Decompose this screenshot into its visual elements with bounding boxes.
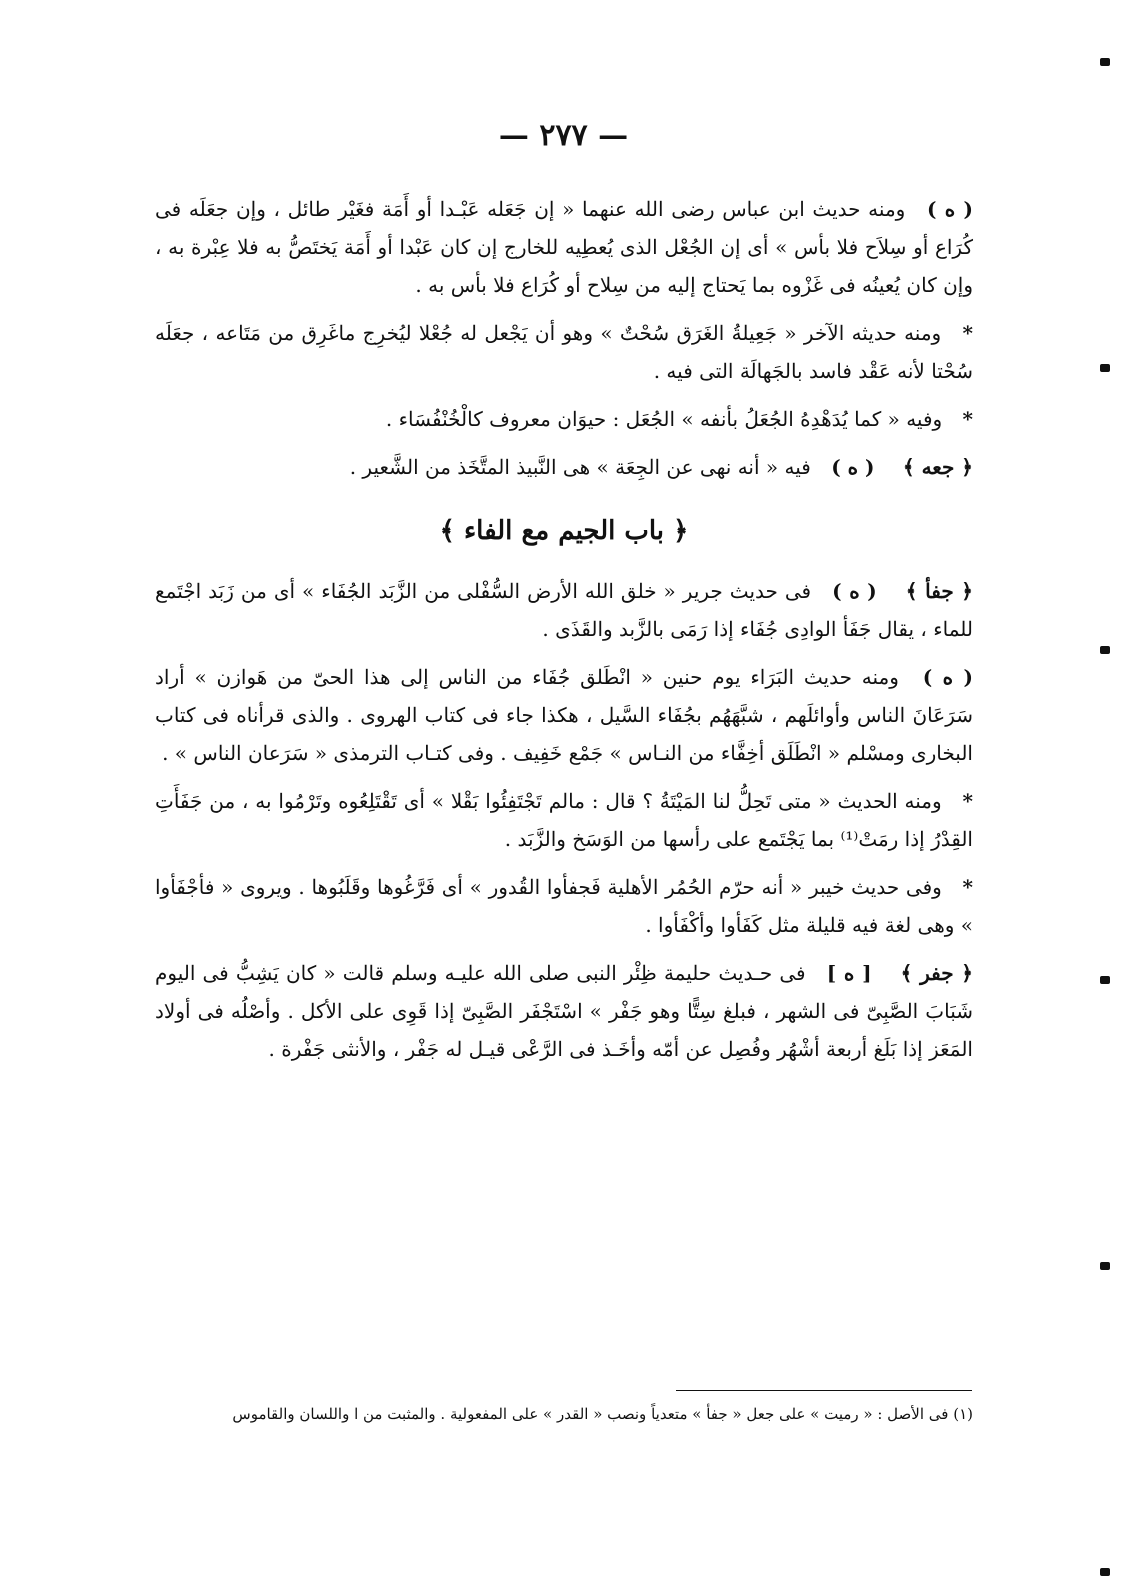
paragraph bbox=[155, 400, 973, 438]
page-edge-mark bbox=[1100, 364, 1110, 372]
source-marker: ( ه ) bbox=[831, 455, 875, 479]
paragraph-text: ومنه حديثه الآخر « جَعِيلةُ الغَرَق سُحْتٌ » وهو أن يَجْعل له جُعْلا ليُخرِج ماغَرِق من مَتَاعه ، جعَلَه سُحْتا لأنه عَقْد فاسد بالجَهالَة التى فيه . bbox=[155, 321, 973, 383]
paragraph bbox=[155, 448, 973, 486]
paragraph bbox=[155, 314, 973, 390]
source-marker: [ ه ] bbox=[826, 961, 872, 985]
paragraph-text: فى حديث جرير « خلق الله الأرض السُّفْلى من الزَّبَد الجُفَاء » أى من زَبَد اجْتَمع للماء ، يقال جَفَأ الوادِى جُفَاء إذا رَمَى بالزَّبد والقَذَى . bbox=[155, 579, 973, 641]
paragraph bbox=[155, 868, 973, 944]
page-edge-mark bbox=[1100, 1568, 1110, 1576]
paragraph-text: فيه « أنه نهى عن الجِعَة » هى النَّبيذ المتَّخَذ من الشَّعير . bbox=[349, 455, 811, 479]
entry-headword: ﴿ جفأ ﴾ bbox=[905, 579, 974, 603]
paragraph-text: ومنه حديث البَرَاء يوم حنين « انْطَلق جُفَاء من الناس إلى هذا الحىّ من هَوازن » أراد سَرَعَانَ الناس وأوائلَهم ، شبَّهَهُم بجُفَاء السَّيل ، هكذا جاء فى كتاب الهروى . والذى قرأناه فى كتاب البخارى ومسْلم « انْطَلَق أخِفَّاء من النـاس » جَمْع خَفِيف . وفى كتـاب الترمذى « سَرَعان الناس » . bbox=[155, 665, 973, 765]
paragraph bbox=[155, 658, 973, 772]
paragraph bbox=[155, 572, 973, 648]
paragraph-text: فى حـديث حليمة ظِئْر النبى صلى الله عليـه وسلم قالت « كان يَشِبُّ فى اليوم شَبَابَ الصَّبِىّ فى الشهر ، فبلغ سِتًّا وهو جَفْر » اسْتَجْفَر الصَّبِىّ إذا قَوِى على الأكل . وأصْلُه فى أولاد المَعَز إذا بَلَغ أربعة أشْهُر وفُصِل عن أمّه وأخَـذ فى الرَّعْى قيـل له جَفْر ، والأنثى جَفْرة . bbox=[155, 961, 973, 1061]
page-edge-mark bbox=[1100, 976, 1110, 984]
page-number: — ٢٧٧ — bbox=[498, 118, 629, 153]
asterisk-marker: * bbox=[962, 789, 973, 813]
entry-headword: ﴿ جعه ﴾ bbox=[902, 455, 973, 479]
paragraph-text: وفى حديث خيبر « أنه حرّم الحُمُر الأهلية فَجفأوا القُدور » أى فَرَّغُوها وقَلَبُوها . ويروى « فأجْفَأوا » وهى لغة فيه قليلة مثل كَفَأوا وأكْفَأوا . bbox=[155, 875, 973, 937]
page-edge-mark bbox=[1100, 646, 1110, 654]
paragraph-text: ومنه حديث ابن عباس رضى الله عنهما « إن جَعَله عَبْـدا أو أَمَة فغَيْر طائل ، وإن جعَلَه فى كُرَاع أو سِلاَح فلا بأس » أى إن الجُعْل الذى يُعطِيه للخارج إن كان عَبْدا أو أَمَة يَختَصُّ به فلا عِبْرة به ، وإن كان يُعينُه فى غَزْوه بما يَحتاج إليه من سِلاح أو كُرَاع فلا بأس به . bbox=[155, 197, 973, 297]
entry-headword: ﴿ جفر ﴾ bbox=[900, 961, 974, 985]
asterisk-marker: * bbox=[962, 407, 973, 431]
footnote-divider bbox=[676, 1390, 972, 1391]
asterisk-marker: * bbox=[962, 321, 974, 345]
body-text bbox=[155, 190, 973, 1078]
section-heading: ﴿ باب الجيم مع الفاء ﴾ bbox=[439, 516, 689, 546]
paragraph-text: وفيه « كما يُدَهْدِهُ الجُعَلُ بأنفه » الجُعَل : حيوَان معروف كالْخُنْفُسَاء . bbox=[385, 407, 943, 431]
page-edge-mark bbox=[1100, 1262, 1110, 1270]
page-edge-mark bbox=[1100, 58, 1110, 66]
source-marker: ( ه ) bbox=[832, 579, 877, 603]
paragraph bbox=[155, 190, 973, 304]
asterisk-marker: * bbox=[962, 875, 973, 899]
source-marker: ( ه ) bbox=[927, 197, 973, 221]
paragraph bbox=[155, 954, 973, 1068]
paragraph-text: ومنه الحديث « متى تَحِلُّ لنا المَيْتَةُ ؟ قال : مالم تَجْتَفِئُوا بَقْلا » أى تَقْتَلِعُوه وتَرْمُوا به ، من جَفَأَتِ القِدْرُ إذا رمَتْ⁽¹⁾ بما يَجْتَمع على رأسها من الوَسَخ والزَّبَد . bbox=[155, 789, 973, 851]
footnote: (١) فى الأصل : « رميت » على جعل « جفأ » متعدياً ونصب « القدر » على المفعولية . والمثبت من ا واللسان والقاموس bbox=[232, 1405, 973, 1423]
source-marker: ( ه ) bbox=[922, 665, 973, 689]
paragraph bbox=[155, 782, 973, 858]
